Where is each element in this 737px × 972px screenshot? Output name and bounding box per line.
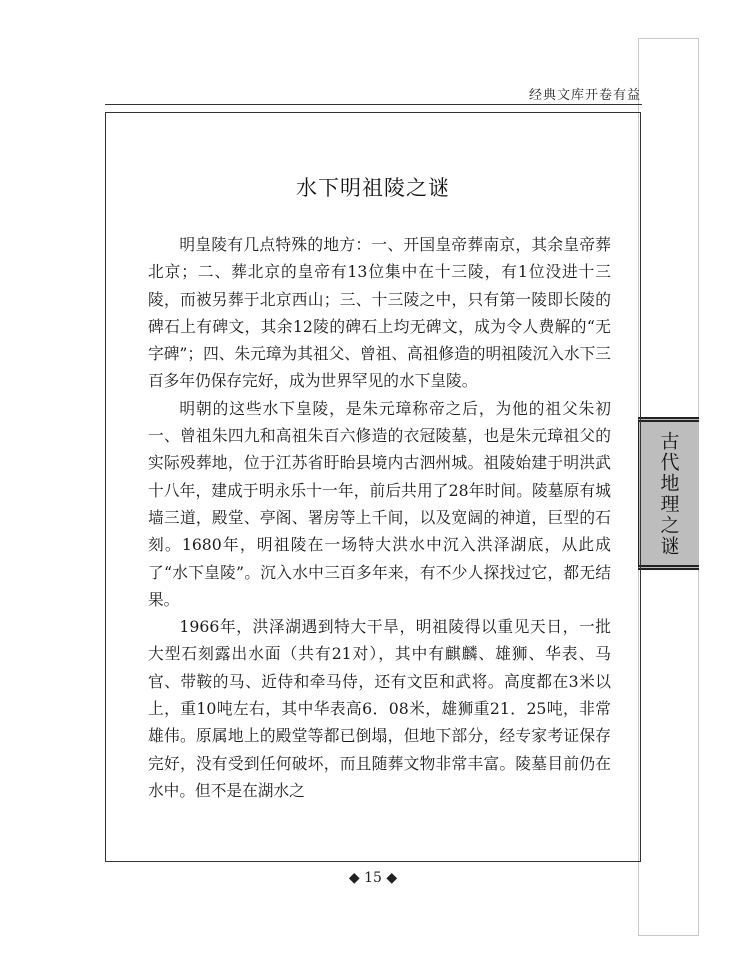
paragraph: 明皇陵有几点特殊的地方：一、开国皇帝葬南京，其余皇帝葬北京；二、葬北京的皇帝有13位集中在十三陵，有1位没进十三陵，而被另葬于北京西山；三、十三陵之中，只有第一陵即长陵的碑石上有碑文，其余12陵的碑石上均无碑文，成为令人费解的“无字碑”；四、朱元璋为其祖父、曾祖、高祖修造的明祖陵沉入水下三百多年仍保存完好，成为世界罕见的水下皇陵。: [148, 235, 611, 391]
page-number: ◆ 15 ◆: [348, 870, 398, 886]
running-header: 经典文库开卷有益: [528, 88, 641, 103]
paragraph: 1966年，洪泽湖遇到特大干旱，明祖陵得以重见天日，一批大型石刻露出水面（共有21对），其中有麒麟、雄狮、华表、马官、带鞍的马、近侍和牵马侍，还有文臣和武将。高度都在3米以上，重10吨左右，其中华表高6．08米，雄狮重21．25吨，非常雄伟。原属地上的殿堂等都已倒塌，但地下部分，经专家考证保存完好，没有受到任何破坏，而且随葬文物非常丰富。陵墓目前仍在水中。但不是在湖水之: [148, 617, 611, 800]
article-title: 水下明祖陵之谜: [296, 176, 450, 200]
header-rule: [105, 104, 642, 105]
chapter-side-tab: [638, 417, 699, 570]
paragraph: 明朝的这些水下皇陵，是朱元璋称帝之后，为他的祖父朱初一、曾祖朱四九和高祖朱百六修造的衣冠陵墓，也是朱元璋祖父的实际殁葬地，位于江苏省盱眙县境内古泗州城。祖陵始建于明洪武十八年，建成于明永乐十一年，前后共用了28年时间。陵墓原有城墙三道，殿堂、亭阁、署房等上千间，以及宽阔的神道，巨型的石刻。1680年，明祖陵在一场特大洪水中沉入洪泽湖底，从此成了“水下皇陵”。沉入水中三百多年来，有不少人探找过它，都无结果。: [148, 398, 611, 609]
article-body: [148, 231, 611, 804]
chapter-side-tab-label: 古代地理之谜: [657, 430, 680, 557]
